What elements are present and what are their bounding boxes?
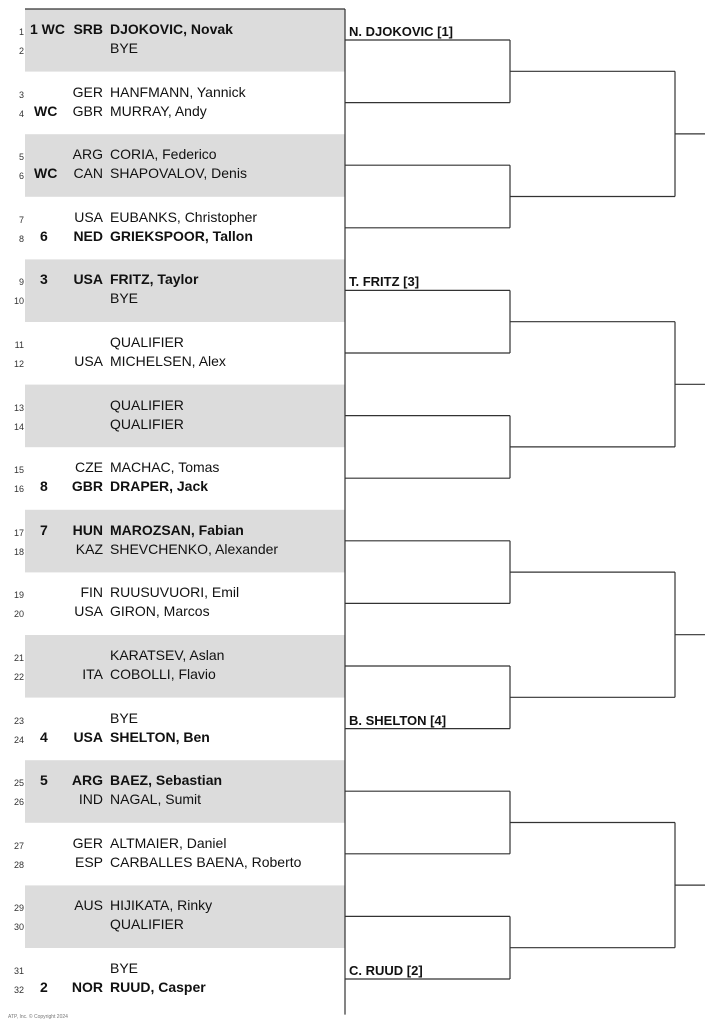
player-name: CARBALLES BAENA, Roberto [110, 853, 302, 870]
player-name: EUBANKS, Christopher [110, 208, 258, 225]
copyright-footer: ATP, Inc. © Copyright 2024 [8, 1014, 68, 1020]
draw-position-number: 23 [13, 715, 24, 726]
draw-position-number: 31 [13, 966, 24, 976]
nationality-code: IND [78, 791, 103, 808]
nationality-code: ARG [72, 146, 103, 163]
player-name: QUALIFIER [110, 396, 184, 413]
draw-position-number: 19 [13, 590, 24, 601]
draw-position-number: 15 [13, 465, 24, 476]
player-name: SHELTON, Ben [110, 728, 210, 745]
draw-position-number: 9 [18, 277, 24, 288]
draw-position-number: 5 [18, 152, 24, 163]
draw-position-number: 28 [13, 859, 24, 870]
player-name: RUUSUVUORI, Emil [110, 584, 240, 601]
advancer-label: T. FRITZ [3] [349, 274, 420, 290]
nationality-code: GBR [71, 478, 103, 495]
draw-position-number: 17 [13, 527, 24, 538]
player-name: BYE [110, 960, 139, 976]
draw-position-number: 20 [13, 609, 24, 620]
player-name: HANFMANN, Yannick [110, 83, 246, 100]
seed-label: 7 [40, 521, 48, 538]
player-name: SHAPOVALOV, Denis [110, 165, 247, 182]
draw-position-number: 2 [18, 46, 24, 56]
draw-position-number: 30 [13, 922, 24, 933]
match-band [25, 9, 345, 72]
seed-label: 6 [40, 227, 48, 244]
nationality-code: ITA [82, 666, 103, 682]
draw-position-number: 27 [13, 840, 24, 851]
nationality-code: AUS [74, 897, 103, 914]
draw-position-number: 3 [18, 89, 24, 100]
draw-position-number: 13 [13, 402, 24, 413]
player-name: MAROZSAN, Fabian [110, 521, 244, 538]
player-name: BYE [110, 709, 139, 726]
advancer-label: C. RUUD [2] [349, 963, 423, 978]
draw-position-number: 21 [13, 653, 24, 663]
match-band [25, 259, 345, 322]
draw-position-number: 8 [18, 233, 24, 244]
match-band [25, 385, 345, 448]
nationality-code: NOR [71, 979, 103, 995]
player-name: QUALIFIER [110, 334, 184, 350]
player-name: DRAPER, Jack [110, 478, 209, 495]
player-name: COBOLLI, Flavio [110, 666, 216, 682]
player-name: BYE [110, 40, 139, 56]
nationality-code: NED [73, 227, 103, 244]
player-name: HIJIKATA, Rinky [110, 897, 213, 914]
draw-position-number: 16 [13, 484, 24, 495]
draw-position-number: 26 [13, 797, 24, 808]
player-name: RUUD, Casper [110, 979, 206, 995]
nationality-code: USA [74, 353, 103, 369]
player-name: QUALIFIER [110, 415, 184, 432]
nationality-code: USA [74, 208, 103, 225]
seed-label: 3 [40, 271, 48, 288]
player-name: BYE [110, 290, 139, 307]
player-name: ALTMAIER, Daniel [110, 834, 227, 851]
draw-position-number: 1 [18, 27, 24, 37]
draw-position-number: 12 [13, 359, 24, 369]
nationality-code: SRB [73, 21, 103, 37]
draw-position-number: 7 [18, 214, 24, 225]
player-name: SHEVCHENKO, Alexander [110, 540, 279, 557]
match-band [25, 885, 345, 948]
nationality-code: FIN [80, 584, 103, 601]
nationality-code: GER [72, 834, 103, 851]
nationality-code: CAN [73, 165, 103, 182]
player-name: BAEZ, Sebastian [110, 772, 223, 789]
player-name: CORIA, Federico [110, 146, 217, 163]
seed-label: 2 [40, 979, 48, 995]
player-name: FRITZ, Taylor [110, 271, 199, 288]
draw-position-number: 10 [13, 296, 24, 307]
seed-label: WC [34, 102, 58, 119]
draw-position-number: 24 [13, 734, 24, 745]
draw-position-number: 25 [13, 778, 24, 789]
seed-label: 8 [40, 478, 48, 495]
draw-position-number: 22 [13, 672, 24, 682]
nationality-code: KAZ [75, 540, 103, 557]
player-name: QUALIFIER [110, 916, 184, 933]
seed-label: WC [34, 165, 58, 182]
nationality-code: HUN [72, 521, 103, 538]
advancer-label: B. SHELTON [4] [349, 712, 447, 728]
draw-position-number: 29 [13, 903, 24, 914]
draw-position-number: 4 [18, 108, 24, 119]
nationality-code: GBR [72, 102, 103, 119]
seed-label: 1 WC [30, 21, 65, 37]
player-name: GIRON, Marcos [110, 603, 210, 620]
draw-position-number: 18 [13, 546, 24, 557]
nationality-code: ESP [74, 853, 103, 870]
player-name: NAGAL, Sumit [110, 791, 202, 808]
draw-position-number: 11 [14, 340, 24, 350]
player-name: KARATSEV, Aslan [110, 647, 225, 663]
seed-label: 5 [40, 772, 48, 789]
seed-label: 4 [40, 728, 48, 745]
nationality-code: CZE [75, 459, 103, 476]
nationality-code: USA [74, 603, 103, 620]
draw-position-number: 6 [18, 171, 24, 182]
player-name: DJOKOVIC, Novak [110, 21, 233, 37]
nationality-code: ARG [71, 772, 103, 789]
player-name: MACHAC, Tomas [110, 459, 220, 476]
player-name: MURRAY, Andy [110, 102, 207, 119]
player-name: GRIEKSPOOR, Tallon [110, 227, 253, 244]
player-name: MICHELSEN, Alex [110, 353, 226, 369]
draw-position-number: 32 [13, 985, 24, 995]
advancer-label: N. DJOKOVIC [1] [349, 24, 454, 39]
nationality-code: GER [72, 83, 103, 100]
nationality-code: USA [73, 728, 103, 745]
draw-position-number: 14 [13, 421, 24, 432]
nationality-code: USA [73, 271, 103, 288]
